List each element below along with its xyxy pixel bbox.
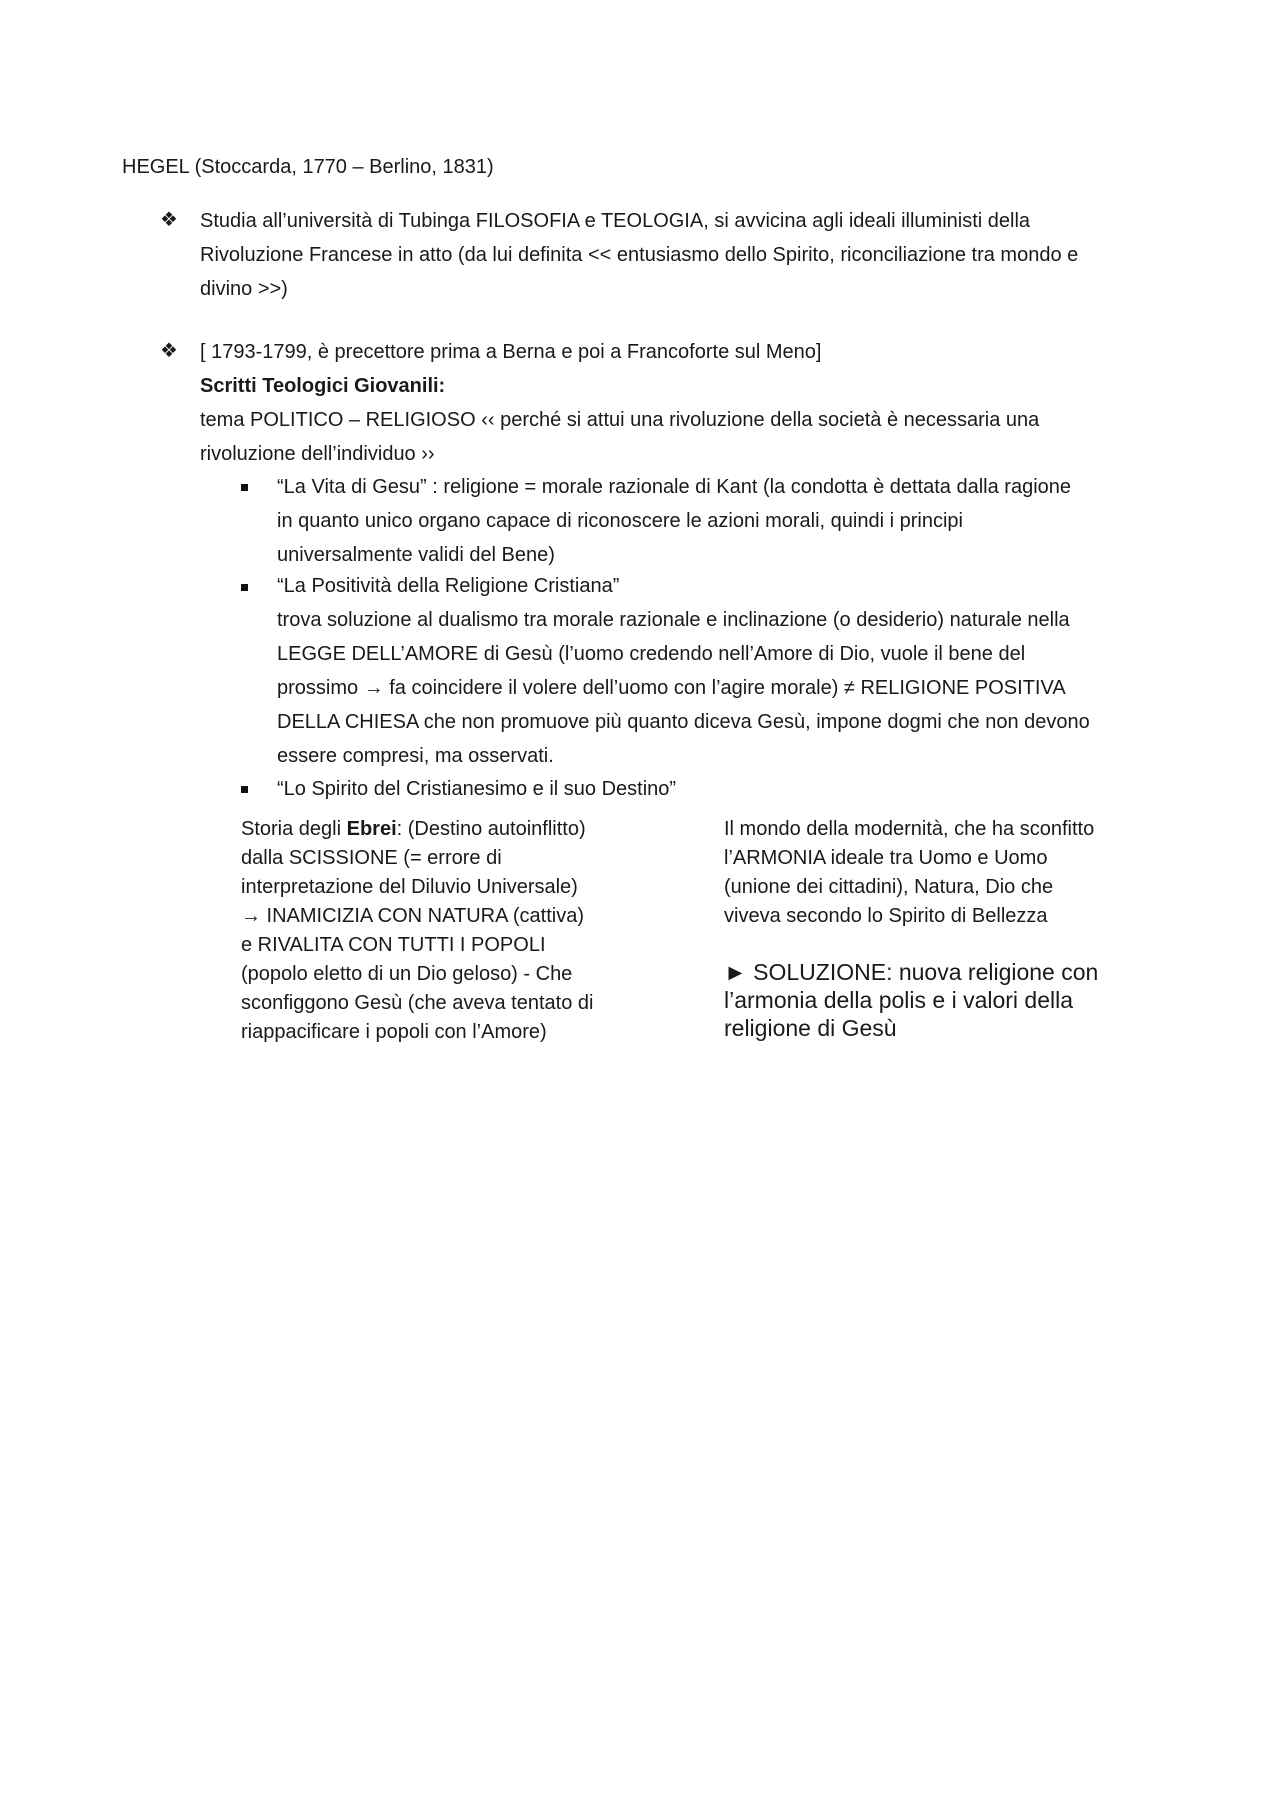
text-line: ► SOLUZIONE: nuova religione con (724, 959, 1099, 985)
text-line: e RIVALITA CON TUTTI I POPOLI (241, 934, 546, 956)
section-heading: Scritti Teologici Giovanili: (200, 375, 446, 397)
text-line: viveva secondo lo Spirito di Bellezza (724, 905, 1048, 927)
text-line: Il mondo della modernità, che ha sconfitto (724, 818, 1095, 840)
text-line: universalmente validi del Bene) (277, 544, 555, 566)
text-line: → INAMICIZIA CON NATURA (cattiva) (241, 905, 584, 927)
page-title: HEGEL (Stoccarda, 1770 – Berlino, 1831) (122, 156, 494, 178)
text-line: prossimo → fa coincidere il volere dell’uomo con l’agire morale) ≠ RELIGIONE POSITIVA (277, 677, 1066, 699)
text-line: dalla SCISSIONE (= errore di (241, 847, 502, 869)
text-line: in quanto unico organo capace di riconoscere le azioni morali, quindi i principi (277, 510, 963, 532)
text-line: l’armonia della polis e i valori della (724, 987, 1074, 1013)
text-line: essere compresi, ma osservati. (277, 745, 554, 767)
text-line: Studia all’università di Tubinga FILOSOFIA e TEOLOGIA, si avvicina agli ideali illuministi della (200, 210, 1031, 232)
text-line: riappacificare i popoli con l’Amore) (241, 1021, 547, 1043)
diamond-bullet-icon: ❖ (160, 340, 178, 362)
right-column-modernita (724, 815, 1164, 931)
solution-box (724, 958, 1098, 1042)
left-column-ebrei (241, 815, 661, 1047)
bullet-university (200, 204, 1180, 306)
sub-item-spirito-cristianesimo (277, 772, 1177, 806)
text-line: DELLA CHIESA che non promuove più quanto diceva Gesù, impone dogmi che non devono (277, 711, 1090, 733)
square-bullet-icon (241, 584, 248, 591)
text-line: religione di Gesù (724, 1015, 897, 1041)
text-line: trova soluzione al dualismo tra morale razionale e inclinazione (o desiderio) naturale nella (277, 609, 1070, 631)
bold-term: Ebrei (346, 818, 397, 840)
diamond-bullet-icon: ❖ (160, 209, 178, 231)
text-line: sconfiggono Gesù (che aveva tentato di (241, 992, 594, 1014)
bullet-scritti-teologici (200, 335, 1180, 471)
text-line: (unione dei cittadini), Natura, Dio che (724, 876, 1054, 898)
text-line: “La Positività della Religione Cristiana” (277, 575, 620, 597)
text-span: : (Destino autoinflitto) (396, 818, 586, 840)
sub-item-vita-di-gesu (277, 470, 1177, 572)
text-span: Storia degli (241, 818, 347, 840)
text-line: interpretazione del Diluvio Universale) (241, 876, 578, 898)
sub-item-positivita (277, 569, 1177, 773)
square-bullet-icon (241, 786, 248, 793)
text-line: [ 1793-1799, è precettore prima a Berna e poi a Francoforte sul Meno] (200, 341, 822, 363)
text-line: rivoluzione dell’individuo ›› (200, 443, 435, 465)
text-line: LEGGE DELL’AMORE di Gesù (l’uomo credendo nell’Amore di Dio, vuole il bene del (277, 643, 1026, 665)
text-line: divino >>) (200, 278, 288, 300)
text-line: tema POLITICO – RELIGIOSO ‹‹ perché si attui una rivoluzione della società è necessaria una (200, 409, 1040, 431)
text-line: Rivoluzione Francese in atto (da lui definita << entusiasmo dello Spirito, riconciliazione tra mondo e (200, 244, 1079, 266)
text-line: l’ARMONIA ideale tra Uomo e Uomo (724, 847, 1048, 869)
text-line: (popolo eletto di un Dio geloso) - Che (241, 963, 573, 985)
text-line: “La Vita di Gesu” : religione = morale razionale di Kant (la condotta è dettata dalla ragione (277, 476, 1072, 498)
square-bullet-icon (241, 484, 248, 491)
text-line (241, 815, 661, 844)
text-line: “Lo Spirito del Cristianesimo e il suo Destino” (277, 778, 677, 800)
